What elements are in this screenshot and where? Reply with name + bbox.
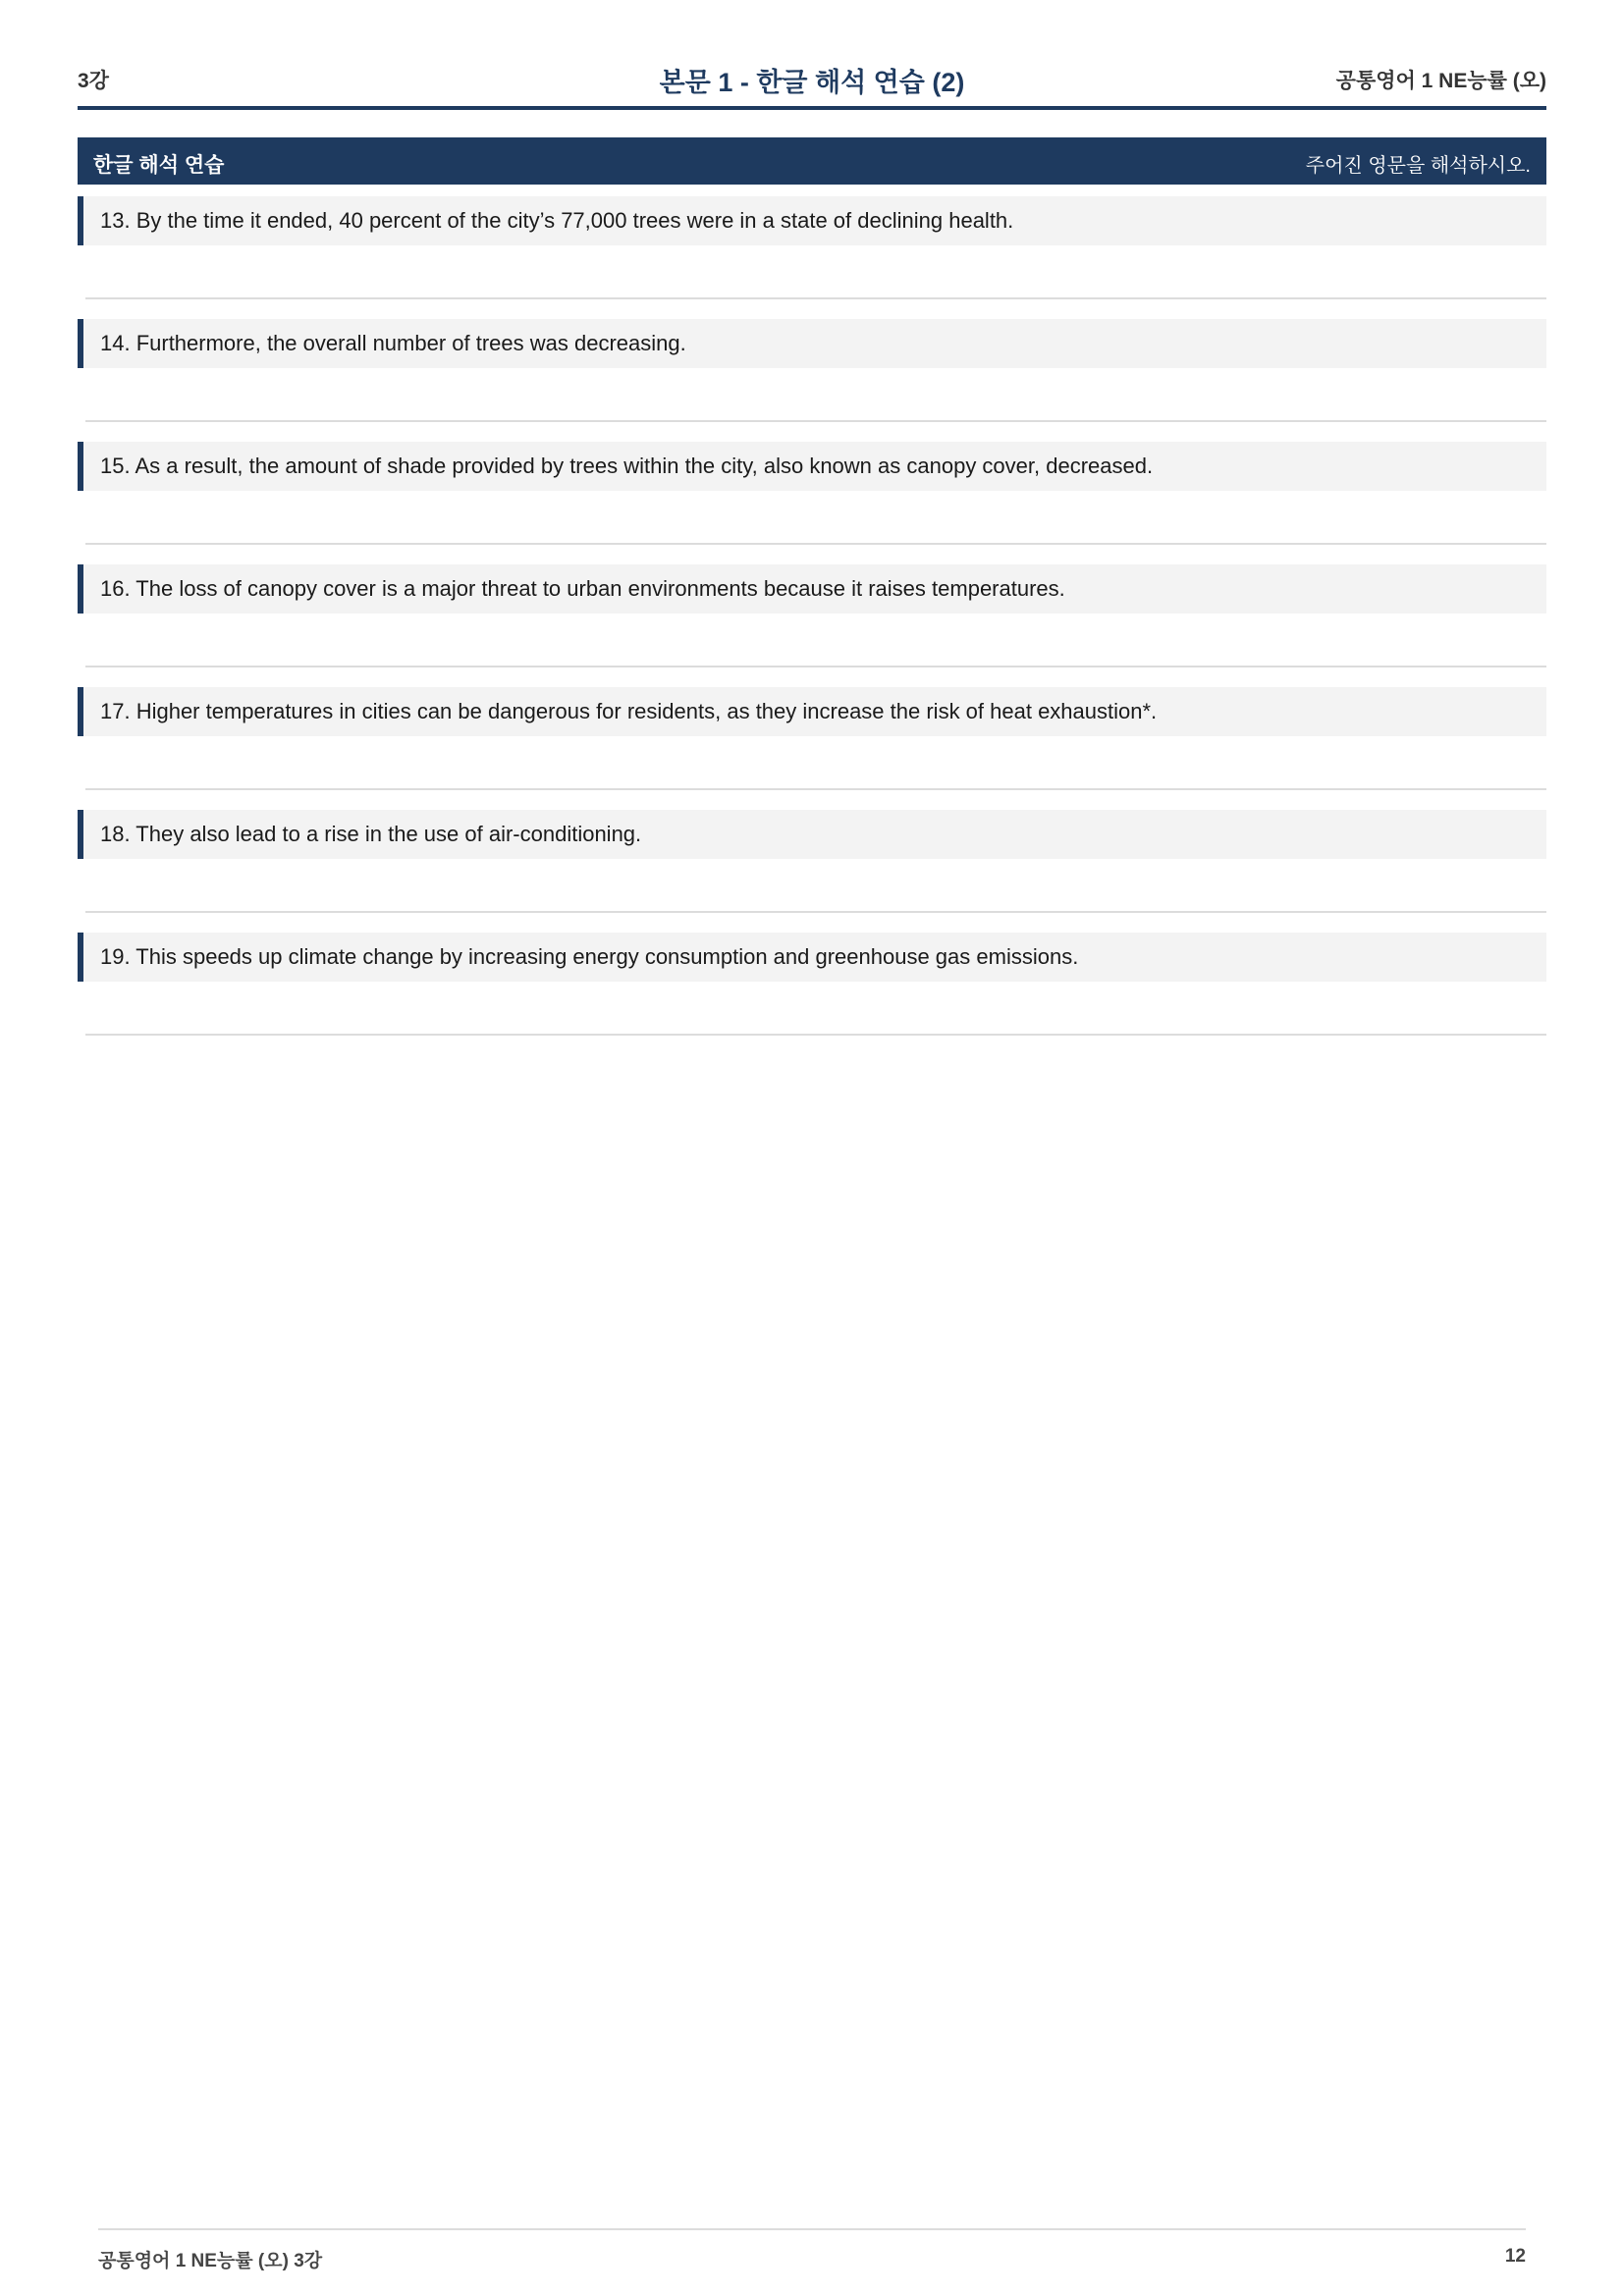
exercise-sentence: 17. Higher temperatures in cities can be dangerous for residents, as they increase the risk of heat exhaustion*. — [78, 687, 1546, 736]
exercise-item — [78, 196, 1546, 319]
exercise-sentence: 15. As a result, the amount of shade provided by trees within the city, also known as canopy cover, decreased. — [78, 442, 1546, 491]
footer-book-lesson: 공통영어 1 NE능률 (오) 3강 — [98, 2251, 323, 2271]
exercise-item — [78, 810, 1546, 933]
page-header — [78, 55, 1546, 110]
exercise-sentence: 13. By the time it ended, 40 percent of the city’s 77,000 trees were in a state of declining health. — [78, 196, 1546, 245]
exercise-sentence: 19. This speeds up climate change by increasing energy consumption and greenhouse gas emissions. — [78, 933, 1546, 982]
section-instruction: 주어진 영문을 해석하시오. — [1305, 155, 1531, 177]
answer-line — [85, 666, 1546, 667]
book-name: 공통영어 1 NE능률 (오) — [1335, 70, 1546, 92]
exercise-item — [78, 564, 1546, 687]
exercise-item — [78, 933, 1546, 1055]
lesson-number: 3강 — [78, 70, 109, 92]
section-title: 한글 해석 연습 — [93, 154, 225, 177]
exercise-item — [78, 687, 1546, 810]
answer-line — [85, 788, 1546, 790]
answer-line — [85, 1034, 1546, 1036]
answer-line — [85, 420, 1546, 422]
exercise-sentence: 14. Furthermore, the overall number of trees was decreasing. — [78, 319, 1546, 368]
answer-line — [85, 911, 1546, 913]
answer-line — [85, 297, 1546, 299]
page-number: 12 — [1504, 2246, 1526, 2267]
exercise-item — [78, 319, 1546, 442]
exercise-sentence: 18. They also lead to a rise in the use of air-conditioning. — [78, 810, 1546, 859]
exercise-sentence: 16. The loss of canopy cover is a major threat to urban environments because it raises temperatures. — [78, 564, 1546, 614]
exercise-list — [78, 196, 1546, 1055]
page-footer — [98, 2228, 1526, 2269]
page-title: 본문 1 - 한글 해석 연습 (2) — [659, 68, 965, 97]
answer-line — [85, 543, 1546, 545]
exercise-item — [78, 442, 1546, 564]
section-header — [78, 137, 1546, 185]
